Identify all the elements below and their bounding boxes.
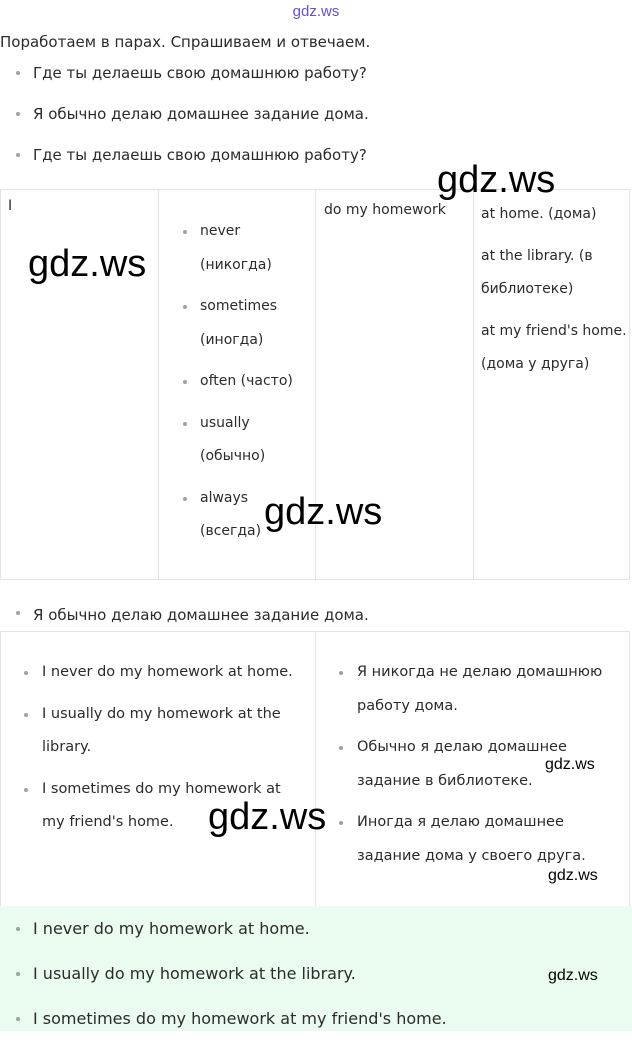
- list-item: Где ты делаешь свою домашнюю работу?: [0, 144, 600, 185]
- list-item: always (всегда): [167, 482, 307, 549]
- list-item: Я обычно делаю домашнее задание дома.: [0, 602, 600, 628]
- example-answer-list: [0, 602, 600, 628]
- watermark: gdz.ws: [264, 491, 383, 533]
- list-item: Я никогда не делаю домашнюю работу дома.: [323, 656, 613, 723]
- watermark: gdz.ws: [545, 756, 595, 773]
- watermark: gdz.ws: [437, 159, 556, 201]
- list-item: Я обычно делаю домашнее задание дома.: [0, 103, 600, 144]
- list-item: I sometimes do my homework at my friend's home.: [0, 1000, 600, 1037]
- list-item: Иногда я делаю домашнее задание дома у своего друга.: [323, 806, 613, 873]
- list-item: Обычно я делаю домашнее задание в библиотеке.: [323, 731, 613, 798]
- place-column: [474, 190, 629, 579]
- watermark: gdz.ws: [208, 796, 327, 838]
- task-instruction: Поработаем в парах. Спрашиваем и отвечаем.: [0, 33, 371, 51]
- site-watermark-top: gdz.ws: [292, 3, 340, 20]
- watermark: gdz.ws: [548, 967, 598, 984]
- list-item: I never do my homework at home.: [0, 910, 600, 947]
- place-item: at the library. (в библиотеке): [481, 247, 593, 297]
- list-item: often (часто): [167, 365, 307, 399]
- list-item: I usually do my homework at the library.: [0, 955, 600, 992]
- watermark: gdz.ws: [548, 867, 598, 884]
- list-item: I never do my homework at home.: [8, 656, 298, 690]
- verb-cell: do my homework: [324, 202, 446, 218]
- place-list: [481, 198, 629, 390]
- list-item: I sometimes do my homework at my friend's home.: [8, 773, 298, 840]
- list-item: usually (обычно): [167, 407, 307, 474]
- place-item: at my friend's home. (дома у друга): [481, 322, 627, 372]
- subject-cell: I: [8, 198, 13, 214]
- answer-list: [0, 910, 600, 1045]
- place-item: at home. (дома): [481, 206, 597, 222]
- list-item: never (никогда): [167, 215, 307, 282]
- translation-table: [0, 631, 630, 906]
- list-item: sometimes (иногда): [167, 290, 307, 357]
- english-column: [1, 632, 316, 906]
- list-item: Где ты делаешь свою домашнюю работу?: [0, 62, 600, 103]
- answer-block: [0, 906, 632, 1031]
- list-item: I usually do my homework at the library.: [8, 698, 298, 765]
- watermark: gdz.ws: [28, 243, 147, 285]
